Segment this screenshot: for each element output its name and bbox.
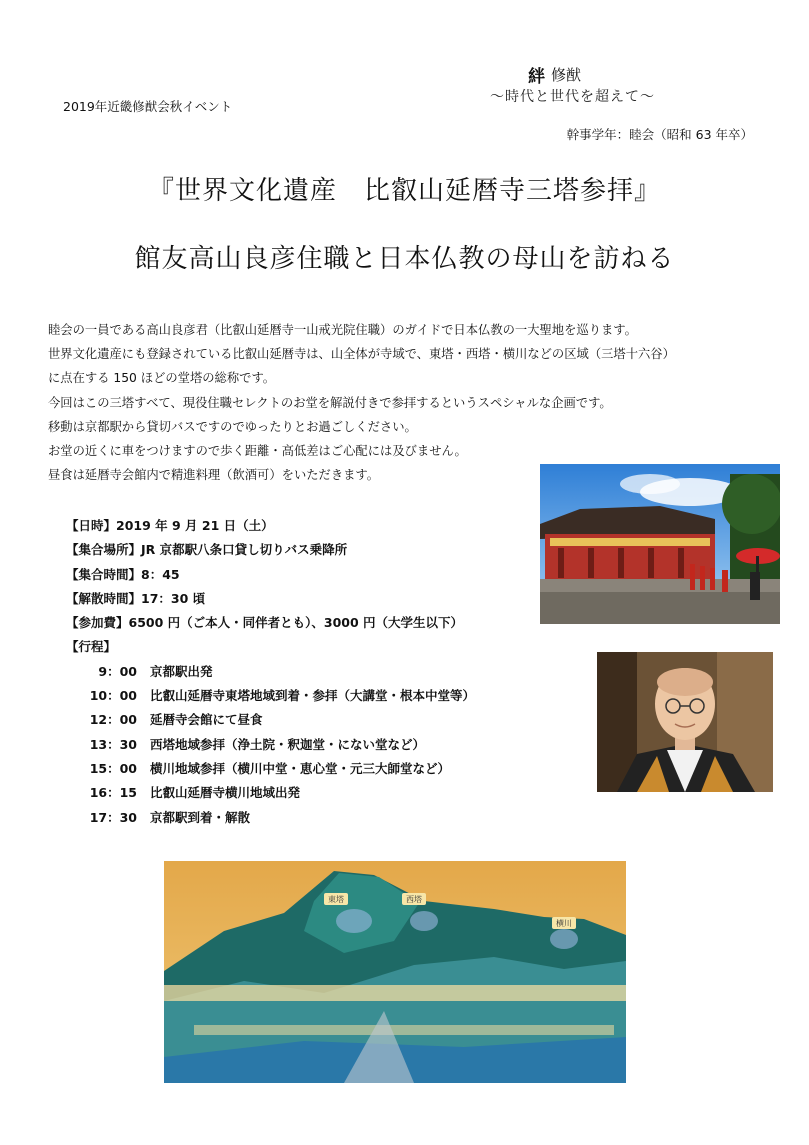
itinerary-time: 12：00 (89, 712, 137, 728)
monk-portrait (597, 652, 773, 792)
logo-mark: 絆 (528, 67, 545, 87)
itinerary-desc: 比叡山延暦寺東塔地域到着・参拝（大講堂・根本中堂等） (150, 688, 476, 704)
itinerary-time: 9：00 (98, 663, 137, 679)
itinerary-row (66, 806, 475, 830)
itinerary-desc: 京都駅到着・解散 (150, 809, 251, 825)
meet-time-line: 【集合時間】8：45 (66, 566, 180, 582)
intro-line: 睦会の一員である高山良彦君（比叡山延暦寺一山戒光院住職）のガイドで日本仏教の一大聖地を巡ります。 (48, 323, 637, 337)
itinerary-row (66, 684, 475, 708)
intro-line: に点在する 150 ほどの堂塔の総称です。 (48, 371, 276, 386)
map-label-west: 西塔 (406, 895, 422, 904)
end-time-line: 【解散時間】17：30 頃 (66, 590, 206, 606)
tagline: ～時代と世代を超えて～ (490, 89, 655, 105)
main-title: 『世界文化遺産 比叡山延暦寺三塔参拝』 (147, 176, 661, 206)
itinerary-time: 16：15 (89, 785, 137, 801)
map-label-yokawa: 横川 (556, 919, 572, 928)
itinerary-desc: 京都駅出発 (150, 663, 213, 679)
itinerary-desc: 延暦寺会館にて昼食 (150, 712, 263, 728)
temple-photo (540, 464, 780, 624)
logo-text: 修猷 (551, 66, 582, 84)
event-details (66, 514, 475, 830)
itinerary-time: 17：30 (89, 809, 137, 825)
itinerary-row (66, 733, 475, 757)
itinerary-time: 10：00 (89, 688, 137, 704)
intro-line: 世界文化遺産にも登録されている比叡山延暦寺は、山全体が寺域で、東塔・西塔・横川などの区域（三塔十六谷） (48, 347, 675, 362)
mount-hiei-map (164, 861, 626, 1083)
itinerary-desc: 横川地域参拝（横川中堂・恵心堂・元三大師堂など） (150, 760, 451, 776)
itinerary-desc: 比叡山延暦寺横川地域出発 (150, 785, 301, 801)
itinerary-desc: 西塔地域参拝（浄土院・釈迦堂・にない堂など） (150, 736, 426, 752)
intro-line: 移動は京都駅から貸切バスですのでゆったりとお過ごしください。 (48, 419, 417, 434)
intro-line: 昼食は延暦寺会館内で精進料理（飲酒可）をいただきます。 (48, 468, 380, 483)
itinerary-time: 15：00 (89, 760, 137, 776)
organizer: 幹事学年：睦会（昭和 63 年卒） (566, 127, 753, 142)
intro-line: お堂の近くに車をつけますので歩く距離・高低差はご心配には及びません。 (48, 444, 467, 459)
itinerary-row (66, 757, 475, 781)
intro-text (48, 318, 768, 487)
itinerary-time: 13：30 (89, 736, 137, 752)
itinerary-label: 【行程】 (66, 639, 117, 655)
fee-line: 【参加費】6500 円（ご本人・同伴者とも）、3000 円（大学生以下） (66, 615, 464, 631)
event-name: 2019年近畿修猷会秋イベント (63, 99, 233, 114)
sub-title: 館友高山良彦住職と日本仏教の母山を訪ねる (134, 244, 675, 274)
itinerary-row (66, 708, 475, 732)
date-line: 【日時】2019 年 9 月 21 日（土） (66, 518, 274, 533)
logo (528, 62, 581, 87)
place-line: 【集合場所】JR 京都駅八条口貸し切りバス乗降所 (66, 542, 348, 558)
itinerary (66, 660, 475, 830)
itinerary-row (66, 781, 475, 805)
map-label-east: 東塔 (328, 895, 344, 904)
itinerary-row (66, 660, 475, 684)
intro-line: 今回はこの三塔すべて、現役住職セレクトのお堂を解説付きで参拝するというスペシャルな企画です。 (48, 395, 612, 410)
